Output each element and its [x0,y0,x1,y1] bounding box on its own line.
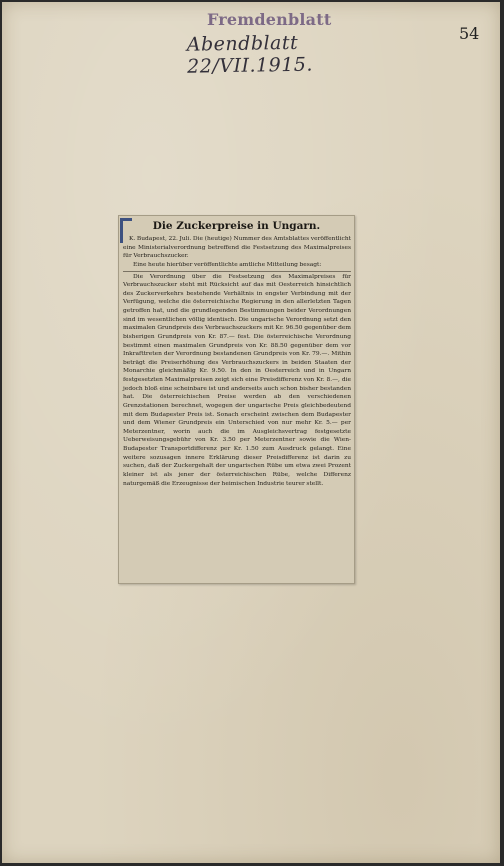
archive-page [2,2,500,863]
article-paragraph: Eine heute hierüber veröffentlichte amtliche Mitteilung besagt: [133,261,322,268]
handwritten-date-note: Abendblatt 22/VII.1915. [186,31,314,78]
article-paragraph: K. Budapest, 22. Juli. Die (heutige) Nummer des Amtsblattes veröffentlicht eine Ministerialverordnung betreffend die Festsetzung des Maximalpreises für Verbrauchszucker. [123,236,351,260]
newspaper-clipping [118,215,355,584]
article-title: Die Zuckerpreise in Ungarn. [152,220,321,232]
article-body [123,235,351,488]
page-number: 54 [459,24,480,43]
article-paragraph: Die Verordnung über die Festsetzung des Maximalpreises für Verbrauchszucker steht mit Rücksicht auf das mit Oesterreich hinsichtlich des Zuckerverkehrs bestehende Verhältnis in engster Verbindung mit der Verfügung, welche die österreichische Regierung in den allerletzten Tagen getroffen hat, und die grundlegenden Bestimmungen beider Verordnungen sind im wesentlichen völlig identisch. Die ungarische Verordnung setzt den maximalen Grundpreis des Verbrauchszuckers mit Kr. 96.50 gegenüber dem bisherigen Grundpreis von Kr. 87.— fest. Die österreichische Verordnung bestimmt einen maximalen Grundpreis von Kr. 88.50 gegenüber dem vor Inkrafttreten der Verordnung bestandenen Grundpreis von Kr. 79.—. Mithin beträgt die Preiserhöhung des Verbrauchszuckers in beiden Staaten der Monarchie gleichmäßig Kr. 9.50. In den in Oesterreich und in Ungarn festgesetzten Maximalpreisen zeigt sich eine Preisdifferenz von Kr. 8.—, die jedoch bloß eine scheinbare ist und anderseits auch schon bisher bestanden hat. Die österreichischen Preise werden ab den verschiedenen Grenzstationen berechnet, wogegen der ungarische Preis gleichbedeutend mit dem Budapester Preis ist. Sonach erscheint zwischen dem Budapester und dem Wiener Grundpreis ein Unterschied von nur mehr Kr. 5.— per Meterzentner, worin auch die im Ausgleichsvertrag festgesetzte Ueberweisungsgebühr von Kr. 3.50 per Meterzentner sowie die Wien-Budapester Transportdifferenz per Kr. 1.50 zum Ausdruck gelangt. Eine weitere sozusagen innere Erklärung dieser Preisdifferenz ist darin zu suchen, daß der Zuckergehalt der ungarischen Rübe um etwa zwei Prozent kleiner ist als jener der österreichischen Rübe, welche Differenz naturgemäß die Erzeugnisse der heimischen Industrie teurer stellt. [123,271,351,489]
newspaper-stamp: Fremdenblatt [207,10,332,29]
